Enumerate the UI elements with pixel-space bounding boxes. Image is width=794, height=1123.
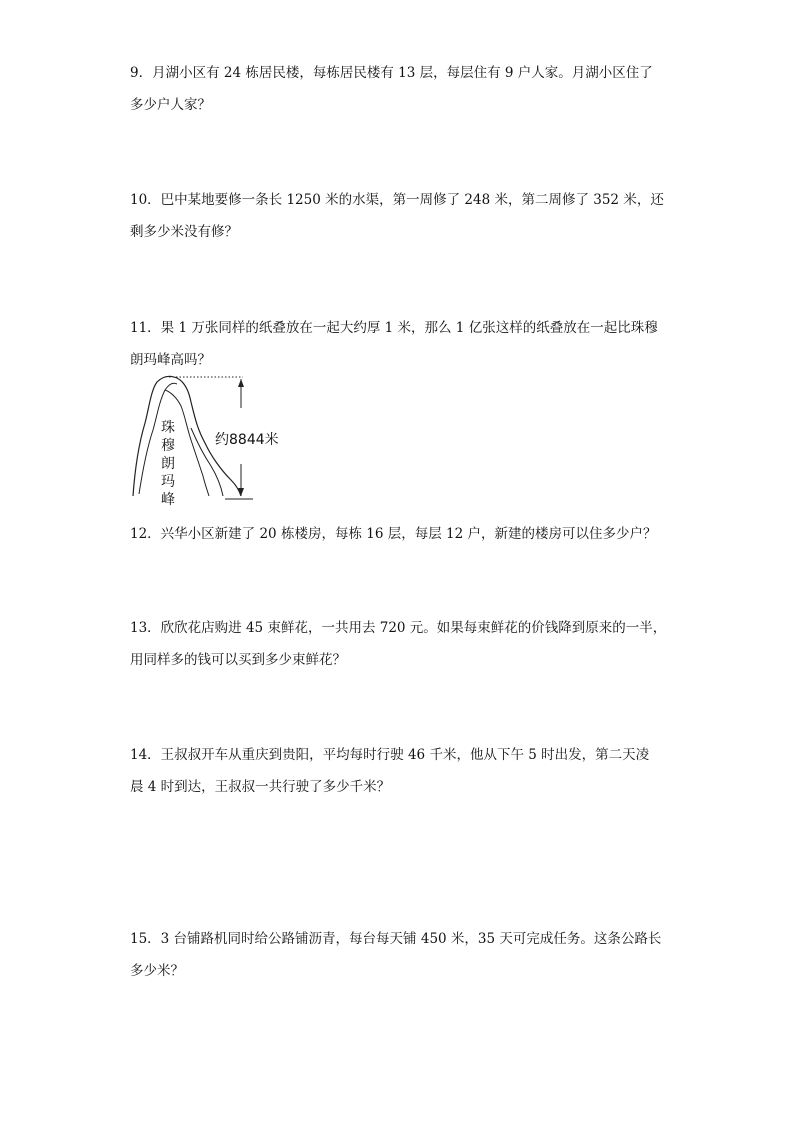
problem-11: [130, 312, 670, 376]
mountain-label-char-5: 峰: [161, 492, 175, 508]
problem-10-line-2: 剩多少米没有修？: [130, 224, 238, 240]
problem-10-line-1: 10．巴中某地要修一条长 1250 米的水渠，第一周修了 248 米，第二周修了 352 米，还: [130, 192, 664, 208]
problem-12: [130, 518, 670, 550]
arrowhead-up: [238, 379, 244, 387]
problem-15-line-2: 多少米？: [130, 963, 184, 979]
problem-11-line-1: 11．果 1 万张同样的纸叠放在一起大约厚 1 米，那么 1 亿张这样的纸叠放在一起比珠穆: [130, 320, 658, 336]
mountain-label-char-1: 珠: [161, 420, 175, 436]
problem-14-line-2: 晨 4 时到达，王叔叔一共行驶了多少千米？: [130, 779, 391, 795]
problem-10: [130, 184, 670, 248]
problem-13-line-2: 用同样多的钱可以买到多少束鲜花？: [130, 652, 346, 668]
problem-13: [130, 612, 670, 676]
mountain-label-char-2: 穆: [161, 438, 175, 454]
problem-12-line-1: 12．兴华小区新建了 20 栋楼房，每栋 16 层，每层 12 户，新建的楼房可以住多少户？: [130, 526, 657, 542]
problem-14-line-1: 14．王叔叔开车从重庆到贵阳，平均每时行驶 46 千米，他从下午 5 时出发，第二天凌: [130, 747, 650, 763]
problem-15-line-1: 15．3 台铺路机同时给公路铺沥青，每台每天铺 450 米，35 天可完成任务。这条公路长: [130, 931, 662, 947]
mountain-label-char-3: 朗: [161, 456, 175, 472]
height-label: 约8844米: [215, 432, 279, 448]
problem-13-line-1: 13．欣欣花店购进 45 束鲜花，一共用去 720 元。如果每束鲜花的价钱降到原来的一半，: [130, 620, 667, 636]
mount-everest-figure: [125, 368, 295, 513]
problem-9-line-1: 9．月湖小区有 24 栋居民楼，每栋居民楼有 13 层，每层住有 9 户人家。月湖小区住了: [130, 65, 653, 81]
mountain-illustration: [125, 368, 295, 513]
problem-11-line-2: 朗玛峰高吗？: [130, 352, 211, 368]
problem-9-line-2: 多少户人家？: [130, 97, 211, 113]
mountain-label-char-4: 玛: [161, 474, 175, 490]
problem-15: [130, 923, 670, 987]
problem-9: [130, 57, 670, 121]
problem-14: [130, 739, 670, 803]
